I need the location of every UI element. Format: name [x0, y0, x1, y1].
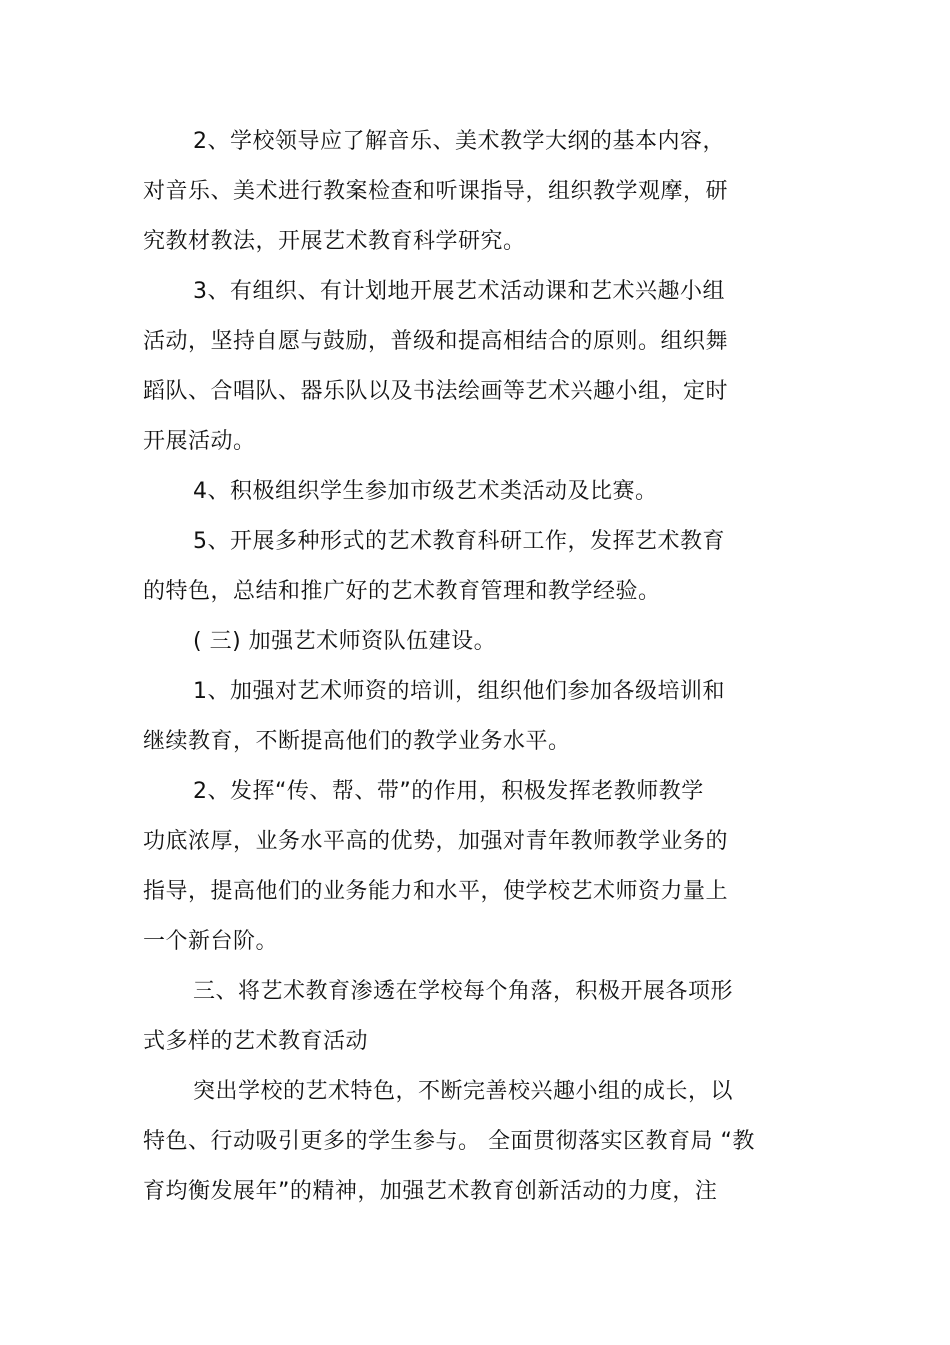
- text-line: 一个新台阶。: [143, 929, 279, 954]
- text-line: 5、开展多种形式的艺术教育科研工作，发挥艺术教育: [193, 529, 725, 554]
- text-line: 突出学校的艺术特色，不断完善校兴趣小组的成长，以: [193, 1079, 734, 1104]
- text-line: 究教材教法，开展艺术教育科学研究。: [143, 229, 526, 254]
- text-line: 的特色，总结和推广好的艺术教育管理和教学经验。: [143, 579, 661, 604]
- section-heading: 式多样的艺术教育活动: [143, 1029, 369, 1054]
- text-line: 1、加强对艺术师资的培训，组织他们参加各级培训和: [193, 679, 725, 704]
- text-line: 2、发挥“传、帮、带”的作用，积极发挥老教师教学: [193, 779, 704, 804]
- text-line: 指导，提高他们的业务能力和水平，使学校艺术师资力量上: [143, 879, 729, 904]
- text-line: 功底浓厚，业务水平高的优势，加强对青年教师教学业务的: [143, 829, 729, 854]
- section-heading: 三、将艺术教育渗透在学校每个角落，积极开展各项形: [193, 979, 734, 1004]
- text-line: 育均衡发展年”的精神，加强艺术教育创新活动的力度，注: [143, 1179, 718, 1204]
- text-line: 2、学校领导应了解音乐、美术教学大纲的基本内容，: [193, 129, 725, 154]
- text-line: 4、积极组织学生参加市级艺术类活动及比赛。: [193, 479, 658, 504]
- text-line: 对音乐、美术进行教案检查和听课指导，组织教学观摩，研: [143, 179, 729, 204]
- text-line: 3、有组织、有计划地开展艺术活动课和艺术兴趣小组: [193, 279, 725, 304]
- text-line: 特色、行动吸引更多的学生参与。 全面贯彻落实区教育局 “教: [143, 1129, 755, 1154]
- text-line: 活动，坚持自愿与鼓励，普级和提高相结合的原则。组织舞: [143, 329, 729, 354]
- section-heading: ( 三) 加强艺术师资队伍建设。: [193, 629, 497, 654]
- text-line: 继续教育，不断提高他们的教学业务水平。: [143, 729, 571, 754]
- text-line: 开展活动。: [143, 429, 256, 454]
- text-line: 蹈队、合唱队、器乐队以及书法绘画等艺术兴趣小组，定时: [143, 379, 729, 404]
